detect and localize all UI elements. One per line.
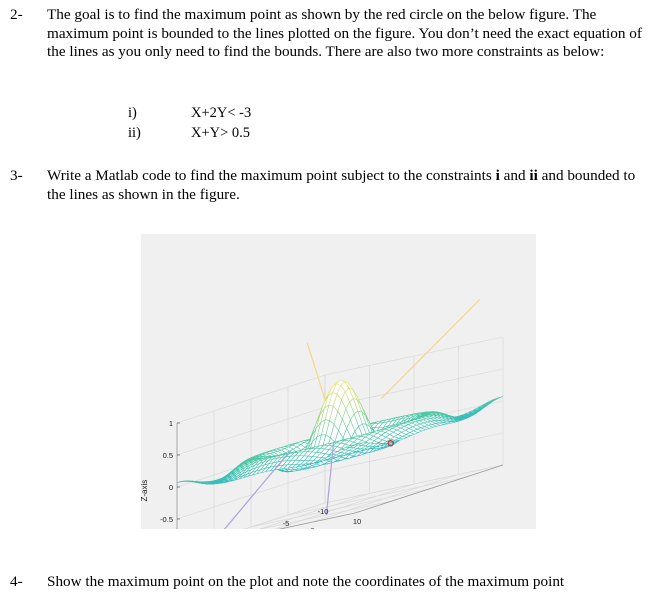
constraint-1 <box>128 104 328 124</box>
question-2-text: The goal is to find the maximum point as shown by the red circle on the below figure. The maximum point is bounded to the lines plotted on the figure. You don’t need the exact equation of the lines as you only need to find the bounds. There are also two more constraints as below: <box>47 6 642 60</box>
y-tick-label: -10 <box>317 507 329 516</box>
question-3-bold-ii: ii <box>529 167 538 184</box>
question-3-text <box>47 167 647 204</box>
question-4-number: 4- <box>10 573 23 590</box>
constraint-2-expression: X+Y> 0.5 <box>191 125 251 141</box>
question-2-number: 2- <box>10 6 23 23</box>
x-tick-label <box>310 527 314 530</box>
question-3-number: 3- <box>10 167 23 184</box>
y-tick-label: -5 <box>282 519 290 528</box>
surface-plot-figure <box>141 234 536 529</box>
z-tick-label: 0 <box>168 483 173 492</box>
question-3-bold-i: i <box>495 167 500 184</box>
z-axis-label: Z-axis <box>141 479 149 502</box>
z-tick-label: -0.5 <box>160 515 173 524</box>
constraint-2 <box>128 124 328 144</box>
question-4-text: Show the maximum point on the plot and note the coordinates of the maximum point <box>47 573 565 590</box>
question-3-text-post: and bounded to the lines as shown in the figure. <box>47 167 636 203</box>
question-3-text-mid: and <box>499 167 530 184</box>
constraint-1-label: i) <box>128 105 137 121</box>
z-tick-label: 1 <box>168 419 173 428</box>
x-tick-label: 10 <box>352 517 362 526</box>
z-tick-label: 0.5 <box>162 451 173 460</box>
surface-plot <box>141 234 536 529</box>
question-3-text-pre: Write a Matlab code to find the maximum point subject to the constraints <box>47 167 496 184</box>
constraint-1-expression: X+2Y< -3 <box>191 105 252 121</box>
constraint-2-label: ii) <box>128 125 141 141</box>
